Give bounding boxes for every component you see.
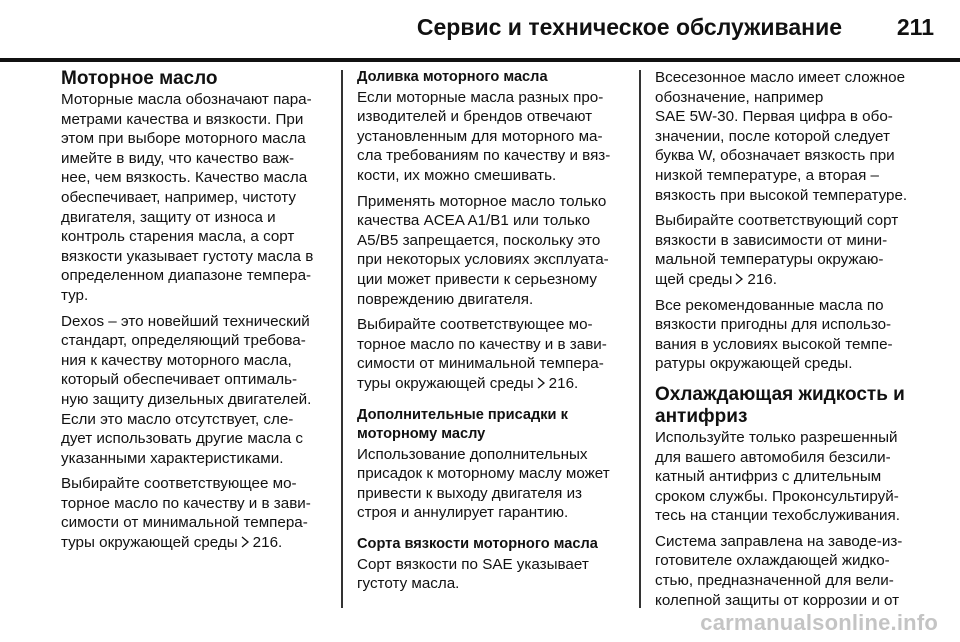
text-line: стандарт, определяющий требова- bbox=[61, 332, 306, 350]
page-header bbox=[0, 0, 960, 58]
paragraph bbox=[61, 474, 324, 552]
text-line: готовителе охлаждающей жидко- bbox=[655, 552, 890, 570]
text-line: строя и аннулирует гарантию. bbox=[357, 504, 569, 522]
text-line: вязкости указывает густоту масла в bbox=[61, 247, 314, 265]
text-line: симости от минимальной темпера- bbox=[357, 355, 604, 373]
text-line: ную защиту дизельных двигателей. bbox=[61, 390, 312, 408]
text-fragment: туры окружающей среды bbox=[357, 374, 534, 392]
section-heading-coolant-antifreeze bbox=[655, 384, 927, 428]
text-line: стью, предназначенной для вели- bbox=[655, 572, 894, 590]
text-line: обозначение, например bbox=[655, 88, 824, 106]
text-line: ния к качеству моторного масла, bbox=[61, 351, 292, 369]
paragraph bbox=[655, 428, 927, 526]
heading-line: моторному маслу bbox=[357, 426, 486, 443]
page-reference-link[interactable]: 216. bbox=[252, 534, 283, 552]
column-3 bbox=[655, 68, 927, 608]
text-line: нее, чем вязкость. Качество масла bbox=[61, 169, 308, 187]
subheading-oil-additives bbox=[357, 406, 623, 445]
text-line: Dexos – это новейший технический bbox=[61, 312, 310, 330]
subheading-viscosity-grades: Сорта вязкости моторного масла bbox=[357, 536, 598, 553]
text-line: Моторные масла обозначают пара- bbox=[61, 91, 312, 108]
text-line: сла требованиям по качеству и вяз- bbox=[357, 147, 611, 165]
text-line: повреждению двигателя. bbox=[357, 290, 534, 308]
text-line: привести к выходу двигателя из bbox=[357, 484, 583, 502]
text-fragment: туры окружающей среды bbox=[61, 534, 238, 552]
paragraph bbox=[357, 88, 623, 186]
text-line: торное масло по качеству и в зави- bbox=[357, 335, 607, 353]
paragraph bbox=[357, 315, 623, 393]
text-line: ции может привести к серьезному bbox=[357, 270, 598, 288]
page-reference-arrow-icon bbox=[536, 377, 546, 389]
subheading-topping-up-oil: Доливка моторного масла bbox=[357, 69, 548, 85]
text-line: Выбирайте соответствующее мо- bbox=[61, 475, 297, 493]
text-line: этом при выборе моторного масла bbox=[61, 130, 306, 148]
page-reference-link[interactable]: 216. bbox=[548, 374, 579, 392]
text-line bbox=[655, 270, 927, 290]
text-line: симости от минимальной темпера- bbox=[61, 514, 308, 532]
text-line: SAE 5W-30. Первая цифра в обо- bbox=[655, 108, 893, 126]
text-line: вязкость при высокой температуре. bbox=[655, 186, 908, 204]
text-line bbox=[357, 374, 623, 394]
text-fragment: щей среды bbox=[655, 270, 733, 288]
text-line: Применять моторное масло только bbox=[357, 192, 607, 210]
paragraph bbox=[357, 555, 623, 594]
text-line: двигателя, защиту от износа и bbox=[61, 208, 276, 226]
text-line: дует использовать другие масла с bbox=[61, 430, 303, 448]
text-line: Используйте только разрешенный bbox=[655, 428, 898, 446]
text-line: имейте в виду, что качество важ- bbox=[61, 149, 295, 167]
text-line: при некоторых условиях эксплуата- bbox=[357, 251, 609, 269]
paragraph bbox=[357, 192, 623, 310]
paragraph bbox=[357, 445, 623, 523]
text-line: вания в условиях высокой темпе- bbox=[655, 335, 893, 353]
page-title: Сервис и техническое обслуживание bbox=[416, 14, 842, 40]
text-line: значении, после которой следует bbox=[655, 127, 890, 145]
text-line: который обеспечивает оптималь- bbox=[61, 371, 298, 389]
text-line: сроком службы. Проконсультируй- bbox=[655, 487, 899, 505]
text-line: вязкости в зависимости от мини- bbox=[655, 231, 888, 249]
paragraph bbox=[655, 532, 927, 610]
text-line: Все рекомендованные масла по bbox=[655, 296, 884, 314]
text-line: Если это масло отсутствует, сле- bbox=[61, 410, 294, 428]
page-reference-link[interactable]: 216. bbox=[747, 270, 777, 288]
text-line: тесь на станции техобслуживания. bbox=[655, 507, 900, 525]
text-line: Всесезонное масло имеет сложное bbox=[655, 69, 906, 86]
text-line: обеспечивает, например, чистоту bbox=[61, 188, 296, 206]
text-line: определенном диапазоне темпера- bbox=[61, 267, 312, 285]
text-line: для вашего автомобиля безсили- bbox=[655, 448, 891, 466]
paragraph bbox=[655, 211, 927, 289]
text-line: торное масло по качеству и в зави- bbox=[61, 494, 311, 512]
text-line: мальной температуры окружаю- bbox=[655, 251, 884, 269]
text-line: указанными характеристиками. bbox=[61, 449, 284, 467]
text-line: Если моторные масла разных про- bbox=[357, 88, 604, 106]
text-line: низкой температуре, а вторая – bbox=[655, 166, 880, 184]
paragraph bbox=[655, 68, 927, 205]
section-heading-engine-oil: Моторное масло bbox=[61, 68, 218, 89]
text-line: изводителей и брендов отвечают bbox=[357, 108, 593, 126]
heading-line: Охлаждающая жидкость и bbox=[655, 383, 905, 405]
text-line: Использование дополнительных bbox=[357, 445, 588, 463]
text-line: A5/B5 запрещается, поскольку это bbox=[357, 231, 601, 249]
column-divider-2 bbox=[639, 70, 641, 608]
text-line: Система заправлена на заводе-из- bbox=[655, 532, 903, 550]
text-line: установленным для моторного ма- bbox=[357, 127, 603, 145]
column-divider-1 bbox=[341, 70, 343, 608]
paragraph bbox=[61, 90, 324, 306]
text-line bbox=[61, 533, 324, 553]
text-line: метрами качества и вязкости. При bbox=[61, 110, 304, 128]
text-line: контроль старения масла, а сорт bbox=[61, 228, 295, 246]
text-line: ратуры окружающей среды. bbox=[655, 355, 853, 373]
text-line: качества ACEA A1/B1 или только bbox=[357, 212, 591, 230]
page-number: 211 bbox=[896, 14, 934, 40]
text-line: колепной защиты от коррозии и от bbox=[655, 591, 900, 609]
text-line: буква W, обозначает вязкость при bbox=[655, 147, 895, 165]
text-line: Выбирайте соответствующий сорт bbox=[655, 212, 899, 230]
text-line: густоту масла. bbox=[357, 575, 460, 593]
text-line: Выбирайте соответствующее мо- bbox=[357, 316, 593, 334]
header-rule bbox=[0, 58, 960, 62]
column-2 bbox=[357, 68, 623, 608]
watermark: carmanualsonline.info bbox=[700, 610, 938, 635]
column-1 bbox=[61, 68, 324, 608]
page-reference-arrow-icon bbox=[734, 273, 744, 285]
heading-line: антифриз bbox=[655, 405, 748, 427]
text-line: тур. bbox=[61, 286, 89, 304]
text-line: присадок к моторному маслу может bbox=[357, 465, 610, 483]
text-line: вязкости пригодны для использо- bbox=[655, 316, 892, 334]
paragraph bbox=[61, 312, 324, 469]
heading-line: Дополнительные присадки к bbox=[357, 406, 568, 423]
text-line: кости, их можно смешивать. bbox=[357, 166, 557, 184]
paragraph bbox=[655, 296, 927, 374]
text-line: Сорт вязкости по SAE указывает bbox=[357, 555, 589, 573]
text-line: катный антифриз с длительным bbox=[655, 468, 882, 486]
page-reference-arrow-icon bbox=[240, 536, 250, 548]
